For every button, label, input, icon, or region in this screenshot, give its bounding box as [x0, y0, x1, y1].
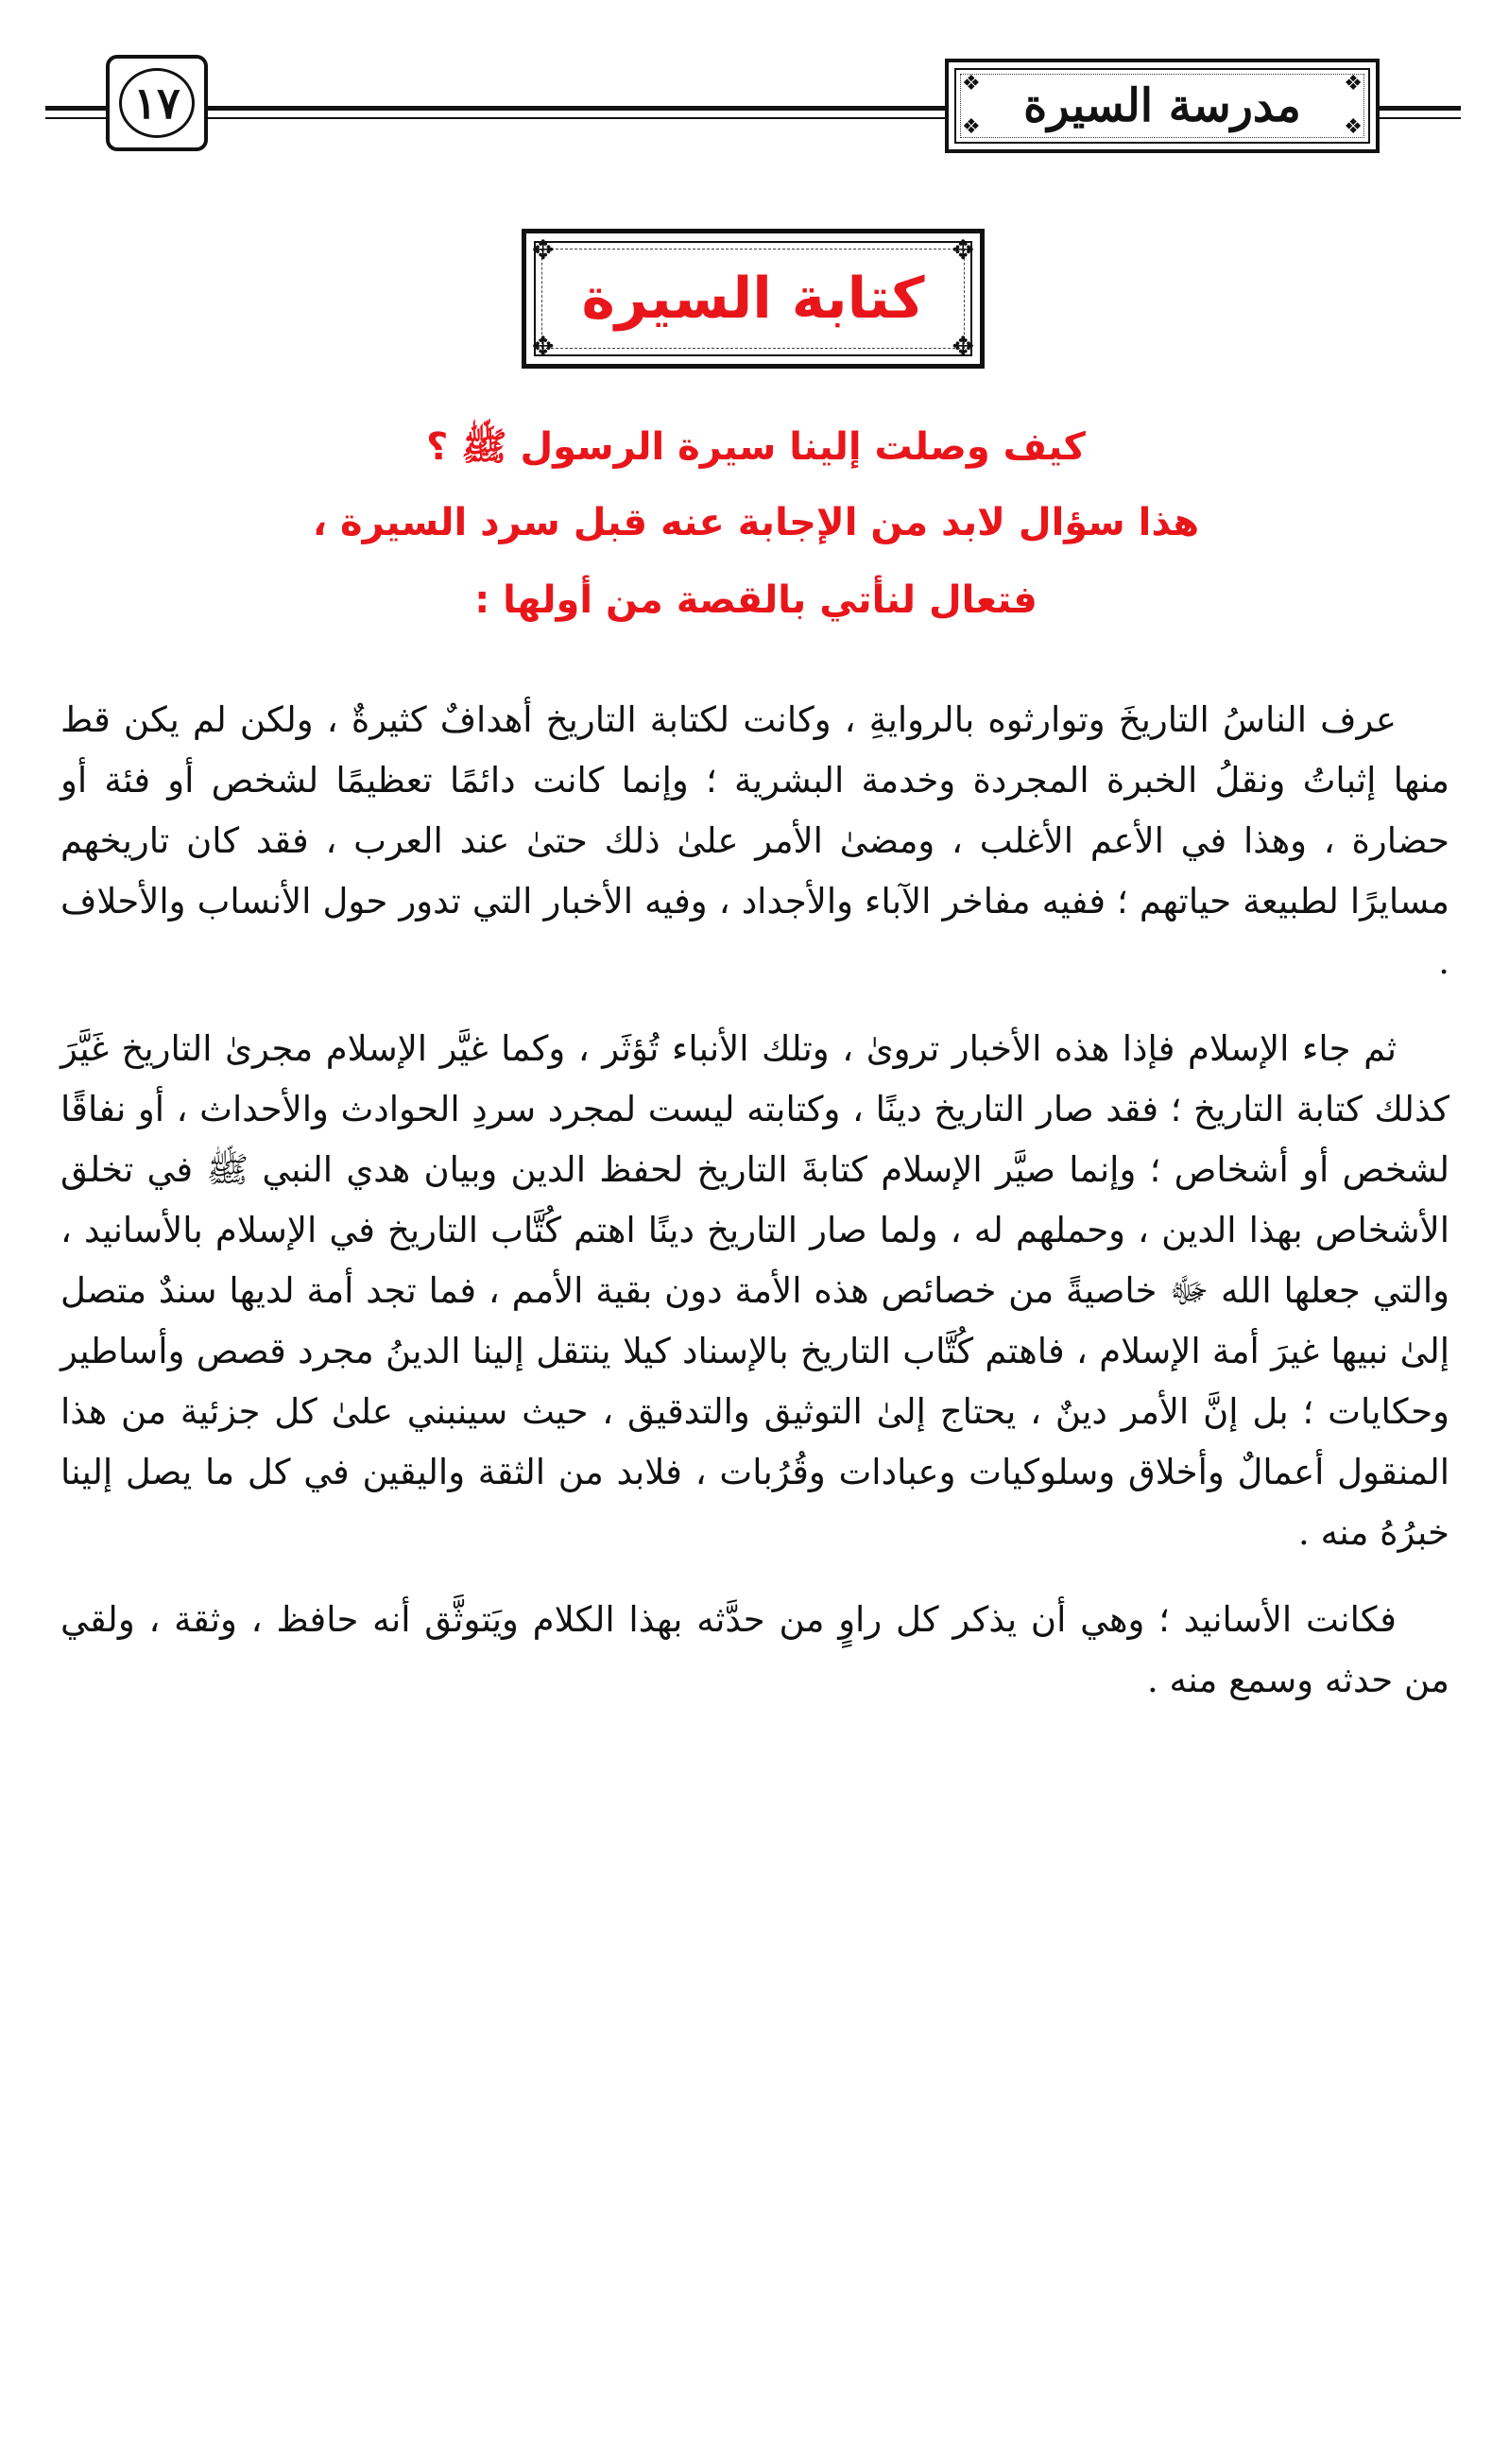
chapter-title: كتابة السيرة — [581, 266, 925, 332]
page-number-frame — [106, 55, 208, 151]
ornament-icon: ❖ — [962, 72, 981, 95]
paragraph-3: فكانت الأسانيد ؛ وهي أن يذكر كل راوٍ من حدَّثه بهذا الكلام ويَتوثَّق أنه حافظ ، وثقة ، ولقي من حدثه وسمع منه . — [60, 1599, 1449, 1700]
chapter-title-frame — [522, 229, 985, 369]
corner-ornament-icon: ✥ — [952, 331, 974, 362]
corner-ornament-icon: ✥ — [532, 331, 555, 362]
ornament-icon: ❖ — [1344, 115, 1363, 139]
paragraph-1: عرف الناسُ التاريخَ وتوارثوه بالروايةِ ، وكانت لكتابة التاريخ أهدافٌ كثيرةٌ ، ولكن لم يكن قط منها إثباتُ ونقلُ الخبرة المجردة وخدمة البشرية ؛ وإنما كانت دائمًا تعظيمًا لشخص أو فئة أو حضارة ، وهذا في الأعم الأغلب ، ومضىٰ الأمر علىٰ ذلك حتىٰ عند العرب ، فقد كان تاريخهم مسايرًا لطبيعة حياتهم ؛ ففيه مفاخر الآباء والأجداد ، وفيه الأخبار التي تدور حول الأنساب والأحلاف . — [60, 699, 1449, 982]
intro-line-3: فتعال لنأتي بالقصة من أولها : — [474, 578, 1037, 622]
corner-ornament-icon: ✥ — [532, 234, 555, 266]
intro-line-2: هذا سؤال لابد من الإجابة عنه قبل سرد السيرة ، — [312, 501, 1200, 544]
page-number: ١٧ — [119, 68, 195, 138]
running-header-frame — [945, 59, 1380, 153]
paragraph-2: ثم جاء الإسلام فإذا هذه الأخبار تروىٰ ، وتلك الأنباء تُؤثَر ، وكما غيَّر الإسلام مجرىٰ التاريخ غَيَّرَ كذلك كتابة التاريخ ؛ فقد صار التاريخ دينًا ، وكتابته ليست لمجرد سردِ الحوادث والأحداث ، أو نفاقًا لشخص أو أشخاص ؛ وإنما صيَّر الإسلام كتابةَ التاريخ لحفظ الدين وبيان هدي النبي ﷺ في تخلق الأشخاص بهذا الدين ، وحملهم له ، ولما صار التاريخ دينًا اهتم كُتَّاب التاريخ في الإسلام بالأسانيد ، والتي جعلها الله ﷻ خاصيةً من خصائص هذه الأمة دون بقية الأمم ، فما تجد أمة لديها سندٌ متصل إلىٰ نبيها غيرَ أمة الإسلام ، فاهتم كُتَّاب التاريخ بالإسناد كيلا ينتقل إلينا الدينُ مجرد قصص وأساطير وحكايات ؛ بل إنَّ الأمر دينٌ ، يحتاج إلىٰ التوثيق والتدقيق ، حيث سينبني علىٰ كل جزئية من هذا المنقول أعمالٌ وأخلاق وسلوكيات وعبادات وقُرُبات ، فلابد من الثقة واليقين في كل ما يصل إلينا خبرُهُ منه . — [60, 1028, 1449, 1553]
ornament-icon: ❖ — [1344, 72, 1363, 95]
running-header-title: مدرسة السيرة — [1023, 79, 1301, 132]
intro-line-1: كيف وصلت إلينا سيرة الرسول ﷺ ؟ — [426, 425, 1086, 469]
body-text — [60, 690, 1449, 1737]
corner-ornament-icon: ✥ — [952, 234, 974, 266]
ornament-icon: ❖ — [962, 115, 981, 139]
